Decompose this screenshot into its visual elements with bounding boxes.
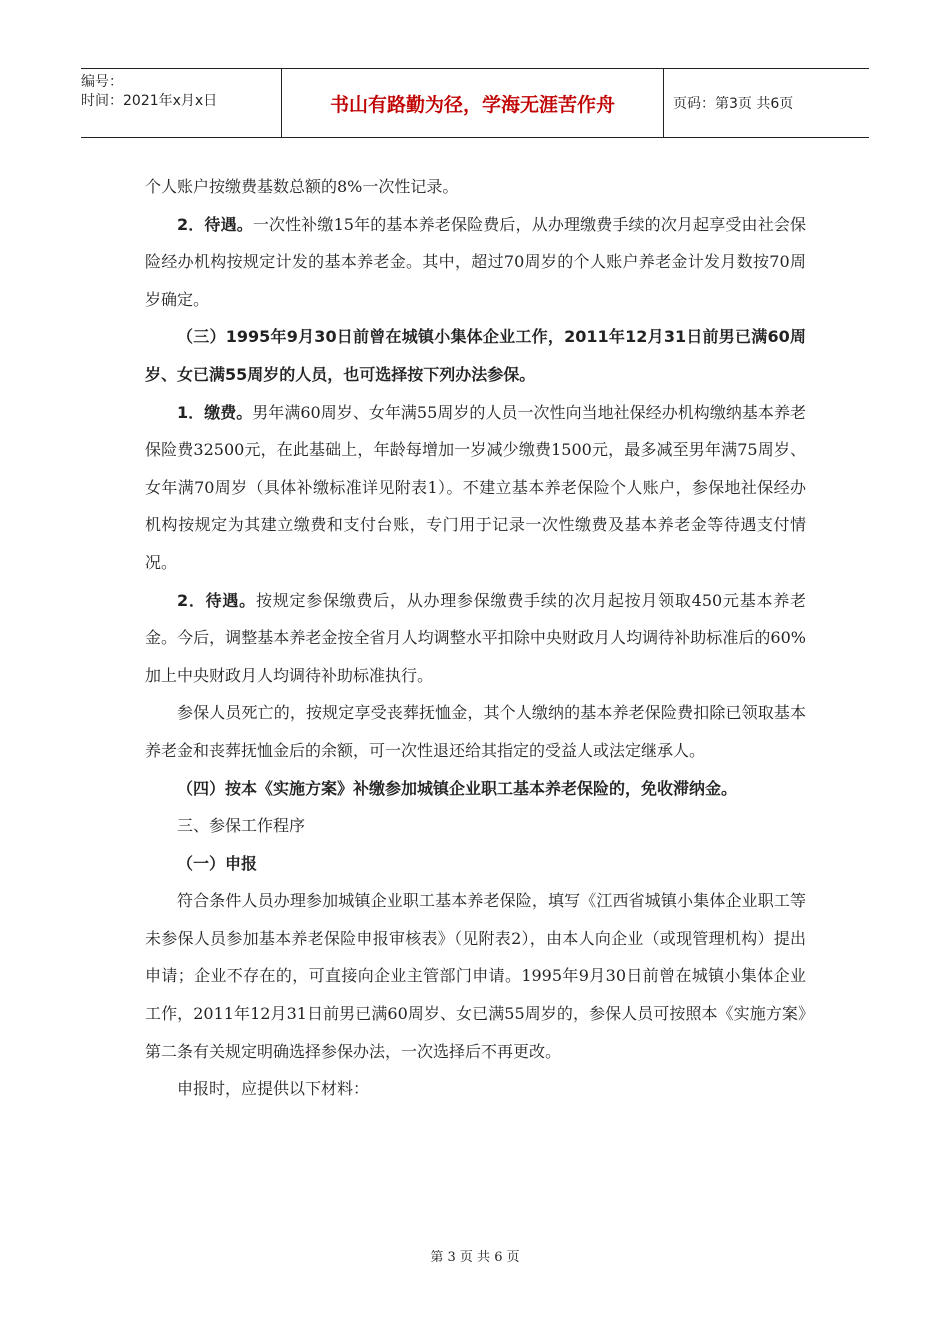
header-motto: 书山有路勤为径，学海无涯苦作舟 (281, 69, 664, 137)
document-number: 编号： (81, 74, 123, 90)
header-page-number: 页码：第3页 共6页 (673, 96, 794, 112)
subsection-heading: （一）申报 (177, 853, 258, 873)
paragraph-text: 按规定参保缴费后，从办理参保缴费手续的次月起按月领取450元基本养老金。今后，调整基本养老金按全省月人均调整水平扣除中央财政月人均调待补助标准后的60%加上中央财政月人均调待补助标准执行。 (145, 590, 806, 685)
page-header (81, 68, 869, 138)
item-heading: 2．待遇。 (177, 214, 253, 234)
page-footer: 第 3 页 共 6 页 (430, 1250, 520, 1265)
item-heading: 2．待遇。 (177, 590, 256, 610)
document-date: 时间：2021年x月x日 (81, 93, 218, 109)
paragraph: 申报时，应提供以下材料： (177, 1079, 370, 1099)
section-heading: （四）按本《实施方案》补缴参加城镇企业职工基本养老保险的，免收滞纳金。 (177, 778, 738, 798)
chapter-heading: 三、参保工作程序 (177, 816, 306, 836)
paragraph (145, 394, 806, 582)
paragraph: 符合条件人员办理参加城镇企业职工基本养老保险，填写《江西省城镇小集体企业职工等未参保人员参加基本养老保险申报审核表》（见附表2），由本人向企业（或现管理机构）提出申请；企业不存在的，可直接向企业主管部门申请。1995年9月30日前曾在城镇小集体企业工作，2011年12月31日前男已满60周岁、女已满55周岁的，参保人员可按照本《实施方案》第二条有关规定明确选择参保办法，一次选择后不再更改。 (145, 891, 806, 1061)
paragraph (145, 582, 806, 695)
paragraph (145, 206, 806, 319)
document-body (145, 168, 806, 1108)
header-meta (81, 69, 281, 137)
paragraph-text: 男年满60周岁、女年满55周岁的人员一次性向当地社保经办机构缴纳基本养老保险费32500元，在此基础上，年龄每增加一岁减少缴费1500元，最多减至男年满75周岁、女年满70周岁（具体补缴标准详见附表1）。不建立基本养老保险个人账户，参保地社保经办机构按规定为其建立缴费和支付台账，专门用于记录一次性缴费及基本养老金等待遇支付情况。 (145, 402, 806, 572)
section-heading: （三）1995年9月30日前曾在城镇小集体企业工作，2011年12月31日前男已满60周岁、女已满55周岁的人员，也可选择按下列办法参保。 (145, 327, 806, 384)
paragraph: 参保人员死亡的，按规定享受丧葬抚恤金，其个人缴纳的基本养老保险费扣除已领取基本养老金和丧葬抚恤金后的余额，可一次性退还给其指定的受益人或法定继承人。 (145, 703, 806, 760)
paragraph-text: 一次性补缴15年的基本养老保险费后，从办理缴费手续的次月起享受由社会保险经办机构按规定计发的基本养老金。其中，超过70周岁的个人账户养老金计发月数按70周岁确定。 (145, 214, 806, 309)
paragraph: 个人账户按缴费基数总额的8%一次性记录。 (145, 177, 459, 196)
item-heading: 1．缴费。 (177, 402, 253, 422)
